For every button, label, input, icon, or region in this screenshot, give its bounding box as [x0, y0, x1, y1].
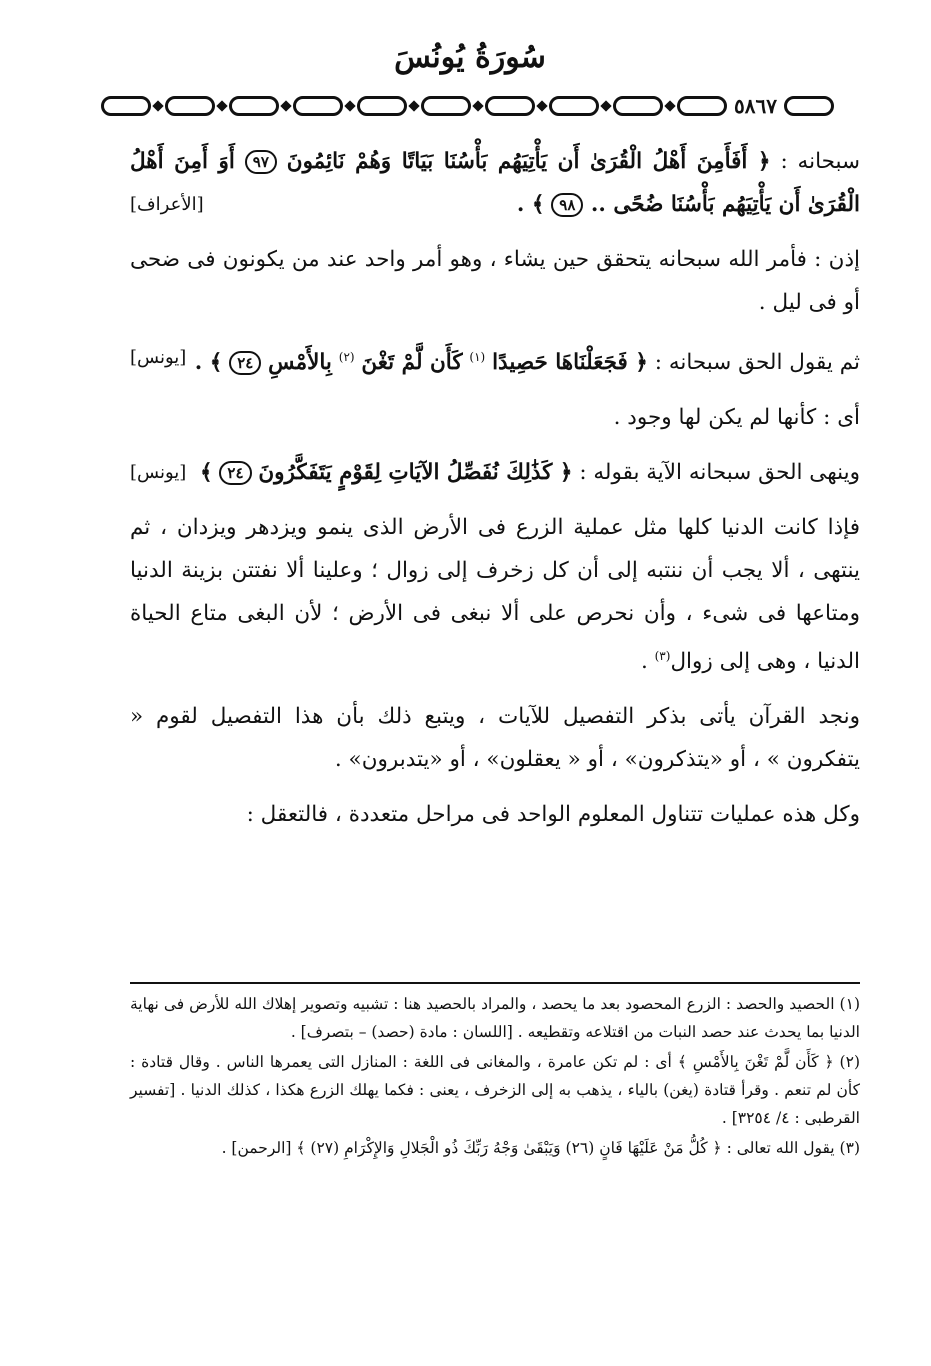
ornament-dot: [472, 100, 483, 111]
ornament-dot: [216, 100, 227, 111]
ornament-link: [677, 96, 727, 116]
ornament-link: [293, 96, 343, 116]
paragraph-3: [130, 336, 860, 384]
quran-quote-end: ﴾: [199, 460, 213, 486]
footnote-marker: (٢): [338, 350, 355, 364]
para6-text: فإذا كانت الدنيا كلها مثل عملية الزرع فى الأرض الذى ينمو ويزدهر ويزدان ، ثم ينتهى ، ألا يجب أن ننتبه إلى أن كل زخرف إلى زوال ؛ وعلينا ألا نفتتن بزينة الدنيا ومتاعها فى شىء ، وأن نحرص على ألا نبغى فى الأرض ؛ لأن البغى متاع الحياة الدنيا ، وهى إلى زوال: [130, 515, 860, 675]
para3-intro: ثم يقول الحق سبحانه :: [654, 350, 860, 376]
ayah-number: ٢٤: [229, 351, 261, 375]
paragraph-5: [130, 451, 860, 494]
quran-quote: ﴿ فَجَعَلْنَاهَا حَصِيدًا: [492, 350, 648, 376]
ornament-link: [357, 96, 407, 116]
footnote-divider: [130, 982, 860, 984]
page-number: ٥٨٦٧: [734, 94, 777, 118]
ornament-link: [165, 96, 215, 116]
surah-reference: [الأعراف]: [130, 194, 204, 215]
quran-quote: ﴿ كَذَٰلِكَ نُفَصِّلُ الآيَاتِ لِقَوْمٍ يَتَفَكَّرُونَ: [258, 460, 573, 486]
quran-quote: كَأَن لَّمْ تَغْنَ: [361, 350, 463, 376]
ayah-number: ٢٤: [219, 461, 251, 485]
paragraph-1: [130, 140, 860, 226]
ornament-dot: [152, 100, 163, 111]
ornament-link: [229, 96, 279, 116]
para1-intro: سبحانه :: [780, 149, 861, 174]
footnote-marker: (١): [469, 350, 486, 364]
ornament-dot: [600, 100, 611, 111]
surah-reference: [يونس]: [130, 462, 187, 484]
para5-intro: وينهى الحق سبحانه الآية بقوله :: [579, 460, 860, 486]
ayah-number: ٩٧: [245, 150, 277, 174]
page-header: [120, 40, 820, 75]
paragraph-6: [130, 506, 860, 683]
quran-quote: بِالأَمْسِ: [268, 350, 332, 376]
para6-end: .: [640, 649, 655, 675]
footnote-2: (٢) ﴿ كَأَن لَّمْ تَغْنَ بِالأَمْسِ ﴾ أى : لم تكن عامرة ، والمغانى فى اللغة : المنازل التى يعمرها الناس . وقال قتادة : كأن لم تنعم . وقرأ قتادة (يغن) بالياء ، يذهب به إلى الزخرف ، يعنى : فكما يهلك الزرع هكذا ، كذلك الدنيا . [تفسير القرطبى : ٤/ ٣٢٥٤] .: [130, 1053, 860, 1127]
ornament-dot: [280, 100, 291, 111]
ornament-link: [613, 96, 663, 116]
paragraph-7: ونجد القرآن يأتى بذكر التفصيل للآيات ، ويتبع ذلك بأن هذا التفصيل لقوم « يتفكرون » ، أو «يتذكرون» ، أو « يعقلون» ، أو «يتدبرون» .: [130, 704, 860, 773]
quran-quote-end: ﴾ .: [194, 350, 223, 376]
header-ornament: [100, 95, 835, 117]
footnote-1: (١) الحصيد والحصد : الزرع المحصود بعد ما يحصد ، والمراد بالحصيد هنا : تشبيه وتصوير إهلاك الله للأرض فى نهاية الدنيا بما يحدث عند حصد النبات من اقتلاعه وتقطيعه . [اللسان : مادة (حصد) – بتصرف] .: [130, 995, 860, 1041]
ornament-link: [101, 96, 151, 116]
quran-quote-end: ﴾ .: [516, 192, 545, 217]
quran-quote: أَوَ أَمِنَ أَهْلُ الْقُرَىٰ أَن يَأْتِيَهُم بَأْسُنَا ضُحًى ..: [130, 149, 860, 217]
surah-title: سُورَةُ يُونُسَ: [394, 40, 546, 75]
ornament-link: [485, 96, 535, 116]
paragraph-8: وكل هذه عمليات تتناول المعلوم الواحد فى مراحل متعددة ، فالتعقل :: [246, 802, 860, 828]
surah-reference: [يونس]: [130, 347, 187, 368]
paragraph-2: إذن : فأمر الله سبحانه يتحقق حين يشاء ، وهو أمر واحد عند من يكونون فى ضحى أو فى ليل .: [130, 247, 860, 315]
main-text: [130, 140, 860, 836]
ornament-dot: [664, 100, 675, 111]
paragraph-4: أى : كأنها لم يكن لها وجود .: [613, 405, 860, 431]
ayah-number: ٩٨: [551, 193, 583, 217]
ornament-link: [549, 96, 599, 116]
footnotes: [130, 990, 860, 1164]
ornament-link: [421, 96, 471, 116]
footnote-marker: (٣): [654, 649, 671, 664]
ornament-dot: [344, 100, 355, 111]
footnote-3: (٣) يقول الله تعالى : ﴿ كُلُّ مَنْ عَلَيْهَا فَانٍ (٢٦) وَيَبْقَىٰ وَجْهُ رَبِّكَ ذُو الْجَلالِ وَالإِكْرَامِ (٢٧) ﴾ [الرحمن] .: [221, 1139, 860, 1157]
ornament-dot: [536, 100, 547, 111]
ornament-link: [784, 96, 834, 116]
quran-quote: ﴿ أَفَأَمِنَ أَهْلُ الْقُرَىٰ أَن يَأْتِيَهُم بَأْسُنَا بَيَاتًا وَهُمْ نَائِمُونَ: [286, 149, 771, 174]
ornament-dot: [408, 100, 419, 111]
